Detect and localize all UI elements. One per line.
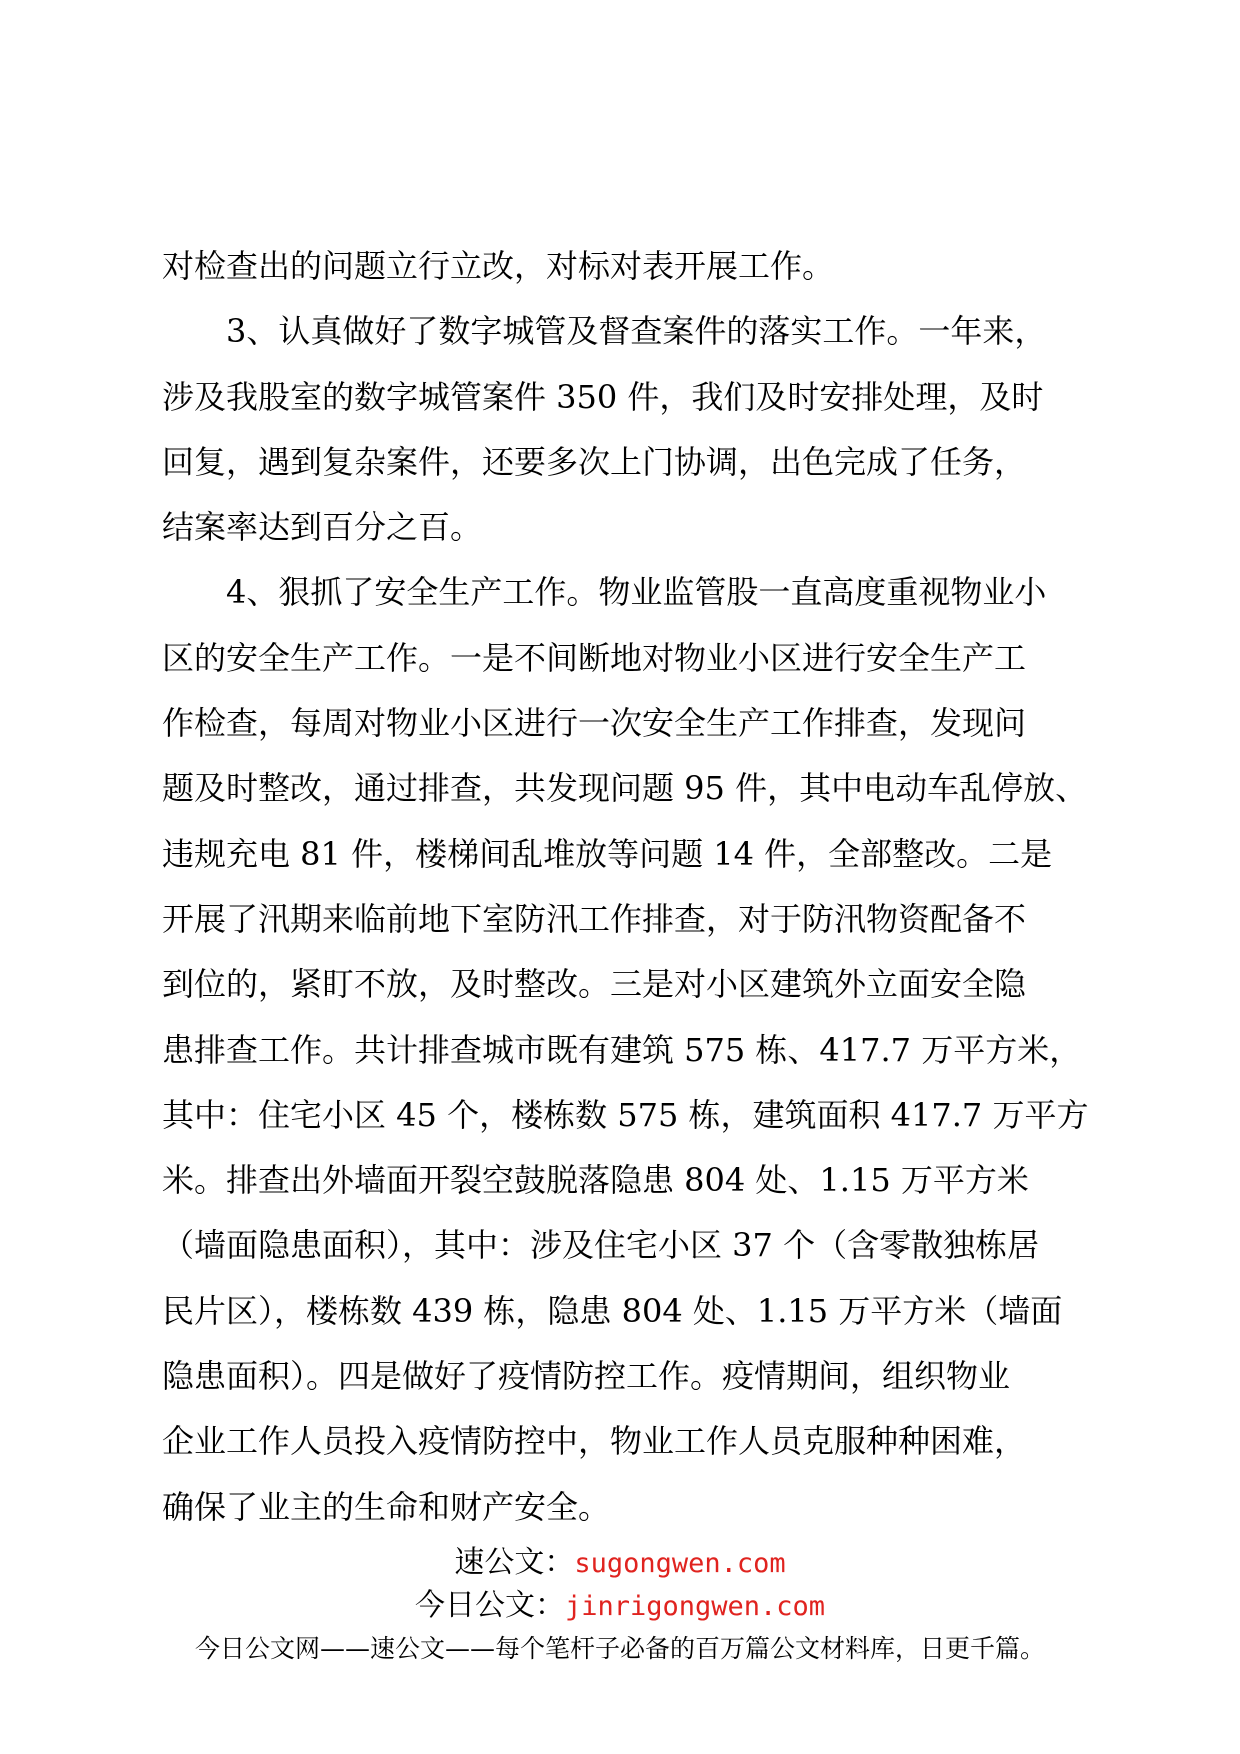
body-line: 对检查出的问题立行立改，对标对表开展工作。 (162, 247, 835, 285)
body-line: 到位的，紧盯不放，及时整改。三是对小区建筑外立面安全隐 (162, 965, 1027, 1004)
body-line: 隐患面积）。四是做好了疫情防控工作。疫情期间，组织物业 (162, 1357, 1011, 1396)
footer-slogan: 今日公文网——速公文——每个笔杆子必备的百万篇公文材料库，日更千篇。 (194, 1634, 1045, 1663)
body-line: 涉及我股室的数字城管案件 350 件，我们及时安排处理，及时 (162, 377, 1044, 416)
body-line: 开展了汛期来临前地下室防汛工作排查，对于防汛物资配备不 (162, 899, 1027, 938)
body-line: 作检查，每周对物业小区进行一次安全生产工作排查，发现问 (162, 704, 1027, 743)
body-line: 其中：住宅小区 45 个，楼栋数 575 栋，建筑面积 417.7 万平方 (162, 1095, 1089, 1134)
body-line: （墙面隐患面积），其中：涉及住宅小区 37 个（含零散独栋居 (162, 1226, 1040, 1265)
body-line: 区的安全生产工作。一是不间断地对物业小区进行安全生产工 (162, 638, 1027, 677)
body-line: 企业工作人员投入疫情防控中，物业工作人员克服种种困难， (162, 1422, 1027, 1461)
body-line: 患排查工作。共计排查城市既有建筑 575 栋、417.7 万平方米， (162, 1030, 1082, 1069)
body-line: 题及时整改，通过排查，共发现问题 95 件，其中电动车乱停放、 (162, 769, 1088, 808)
footer-jinrigongwen (0, 1586, 1240, 1627)
jinrigongwen-link[interactable]: jinrigongwen.com (564, 1591, 826, 1622)
body-line: 违规充电 81 件，楼梯间乱堆放等问题 14 件，全部整改。二是 (162, 834, 1053, 873)
document-body (162, 234, 1089, 1540)
body-line: 民片区），楼栋数 439 栋，隐患 804 处、1.15 万平方米（墙面 (162, 1291, 1063, 1330)
body-line: 结案率达到百分之百。 (162, 508, 483, 547)
body-line: 米。排查出外墙面开裂空鼓脱落隐患 804 处、1.15 万平方米 (162, 1161, 1029, 1200)
paragraph-4-start: 4、狠抓了安全生产工作。物业监管股一直高度重视物业小 (226, 573, 1047, 612)
footer-sugongwen (0, 1543, 1240, 1584)
sugongwen-link[interactable]: sugongwen.com (574, 1548, 786, 1579)
paragraph-3-start: 3、认真做好了数字城管及督查案件的落实工作。一年来， (226, 312, 1047, 351)
body-line: 回复，遇到复杂案件，还要多次上门协调，出色完成了任务， (162, 442, 1027, 481)
footer-jinrigongwen-label: 今日公文： (414, 1588, 565, 1623)
body-line: 确保了业主的生命和财产安全。 (162, 1487, 611, 1526)
footer-sugongwen-label: 速公文： (454, 1545, 575, 1580)
